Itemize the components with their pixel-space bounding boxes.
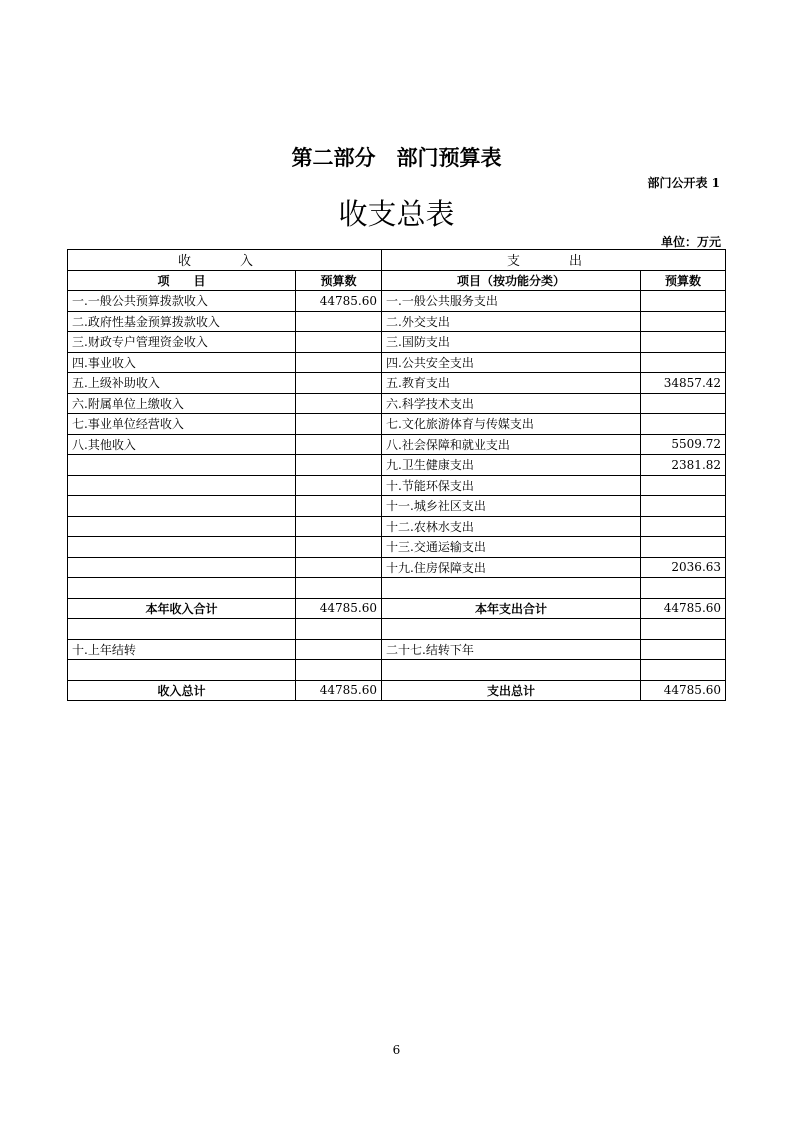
- expense-item-cell: 二.外交支出: [382, 311, 641, 332]
- income-budget-cell: [296, 516, 382, 537]
- expense-item-cell: 九.卫生健康支出: [382, 455, 641, 476]
- expense-item-cell: 十九.住房保障支出: [382, 557, 641, 578]
- carry-over-row: [68, 639, 726, 660]
- expense-item-cell: 六.科学技术支出: [382, 393, 641, 414]
- expense-grand-total-value: 44785.60: [641, 680, 726, 701]
- income-budget-cell: [296, 537, 382, 558]
- part-title: 第二部分 部门预算表: [291, 146, 502, 170]
- income-budget-cell: [296, 496, 382, 517]
- expense-budget-cell: [641, 291, 726, 312]
- income-item-cell: 八.其他收入: [68, 434, 296, 455]
- table-row: [68, 557, 726, 578]
- income-budget-cell: [296, 557, 382, 578]
- expense-budget-cell: [641, 311, 726, 332]
- table-row: [68, 291, 726, 312]
- expense-carry-label: 二十七.结转下年: [382, 639, 641, 660]
- table-row: [68, 496, 726, 517]
- table-row: [68, 434, 726, 455]
- income-item-cell: [68, 475, 296, 496]
- page-number: 6: [392, 1043, 401, 1057]
- table-row: [68, 455, 726, 476]
- expense-budget-cell: [641, 578, 726, 599]
- income-item-header: 项 目: [68, 270, 296, 291]
- income-budget-cell: [296, 393, 382, 414]
- expense-item-header: 项目（按功能分类）: [382, 270, 641, 291]
- expense-budget-cell: [641, 619, 726, 640]
- income-item-cell: 四.事业收入: [68, 352, 296, 373]
- table-row: [68, 311, 726, 332]
- income-section-header: 收 入: [68, 250, 382, 271]
- page-title: 收支总表: [338, 197, 455, 231]
- expense-item-cell: 一.一般公共服务支出: [382, 291, 641, 312]
- income-budget-cell: [296, 414, 382, 435]
- income-budget-cell: [296, 311, 382, 332]
- income-item-cell: [68, 496, 296, 517]
- expense-budget-cell: [641, 516, 726, 537]
- income-budget-cell: 44785.60: [296, 291, 382, 312]
- table-row: [68, 352, 726, 373]
- expense-budget-cell: [641, 475, 726, 496]
- income-budget-cell: [296, 373, 382, 394]
- expense-item-cell: 五.教育支出: [382, 373, 641, 394]
- expense-budget-cell: 5509.72: [641, 434, 726, 455]
- expense-budget-cell: [641, 660, 726, 681]
- expense-grand-total-label: 支出总计: [382, 680, 641, 701]
- expense-budget-cell: [641, 537, 726, 558]
- income-year-total-value: 44785.60: [296, 598, 382, 619]
- income-budget-cell: [296, 578, 382, 599]
- expense-budget-cell: [641, 332, 726, 353]
- income-budget-cell: [296, 434, 382, 455]
- income-item-cell: 一.一般公共预算拨款收入: [68, 291, 296, 312]
- expense-year-total-label: 本年支出合计: [382, 598, 641, 619]
- table-row: [68, 332, 726, 353]
- income-item-cell: 五.上级补助收入: [68, 373, 296, 394]
- column-header-row: [68, 270, 726, 291]
- income-grand-total-value: 44785.60: [296, 680, 382, 701]
- income-grand-total-label: 收入总计: [68, 680, 296, 701]
- table-row: [68, 578, 726, 599]
- income-item-cell: [68, 619, 296, 640]
- income-budget-header: 预算数: [296, 270, 382, 291]
- income-budget-cell: [296, 660, 382, 681]
- expense-budget-cell: [641, 393, 726, 414]
- expense-item-cell: 十三.交通运输支出: [382, 537, 641, 558]
- expense-item-cell: [382, 578, 641, 599]
- unit-label: 单位：万元: [660, 235, 721, 249]
- section-header-row: [68, 250, 726, 271]
- income-budget-cell: [296, 352, 382, 373]
- expense-item-cell: 三.国防支出: [382, 332, 641, 353]
- expense-item-cell: [382, 660, 641, 681]
- expense-item-cell: 十二.农林水支出: [382, 516, 641, 537]
- budget-summary-table: [67, 249, 726, 701]
- income-budget-cell: [296, 475, 382, 496]
- expense-year-total-value: 44785.60: [641, 598, 726, 619]
- expense-item-cell: [382, 619, 641, 640]
- table-row: [68, 393, 726, 414]
- income-item-cell: [68, 537, 296, 558]
- expense-item-cell: 十.节能环保支出: [382, 475, 641, 496]
- expense-budget-cell: [641, 414, 726, 435]
- expense-budget-cell: 34857.42: [641, 373, 726, 394]
- table-row: [68, 475, 726, 496]
- expense-item-cell: 四.公共安全支出: [382, 352, 641, 373]
- table-row: [68, 516, 726, 537]
- table-number: 部门公开表 1: [647, 176, 720, 190]
- income-budget-cell: [296, 332, 382, 353]
- income-item-cell: 三.财政专户管理资金收入: [68, 332, 296, 353]
- blank-row: [68, 660, 726, 681]
- expense-budget-cell: 2381.82: [641, 455, 726, 476]
- income-item-cell: 六.附属单位上缴收入: [68, 393, 296, 414]
- grand-total-row: [68, 680, 726, 701]
- expense-budget-header: 预算数: [641, 270, 726, 291]
- income-item-cell: [68, 557, 296, 578]
- income-item-cell: [68, 516, 296, 537]
- table-row: [68, 373, 726, 394]
- table-row: [68, 537, 726, 558]
- income-item-cell: [68, 578, 296, 599]
- income-year-total-label: 本年收入合计: [68, 598, 296, 619]
- expense-budget-cell: 2036.63: [641, 557, 726, 578]
- income-carry-label: 十.上年结转: [68, 639, 296, 660]
- expense-item-cell: 八.社会保障和就业支出: [382, 434, 641, 455]
- income-budget-cell: [296, 619, 382, 640]
- income-item-cell: [68, 660, 296, 681]
- expense-carry-value: [641, 639, 726, 660]
- expense-budget-cell: [641, 352, 726, 373]
- income-item-cell: 二.政府性基金预算拨款收入: [68, 311, 296, 332]
- expense-item-cell: 七.文化旅游体育与传媒支出: [382, 414, 641, 435]
- expense-item-cell: 十一.城乡社区支出: [382, 496, 641, 517]
- income-budget-cell: [296, 455, 382, 476]
- expense-section-header: 支 出: [382, 250, 726, 271]
- table-row: [68, 414, 726, 435]
- income-item-cell: 七.事业单位经营收入: [68, 414, 296, 435]
- income-carry-value: [296, 639, 382, 660]
- expense-budget-cell: [641, 496, 726, 517]
- income-item-cell: [68, 455, 296, 476]
- year-total-row: [68, 598, 726, 619]
- blank-row: [68, 619, 726, 640]
